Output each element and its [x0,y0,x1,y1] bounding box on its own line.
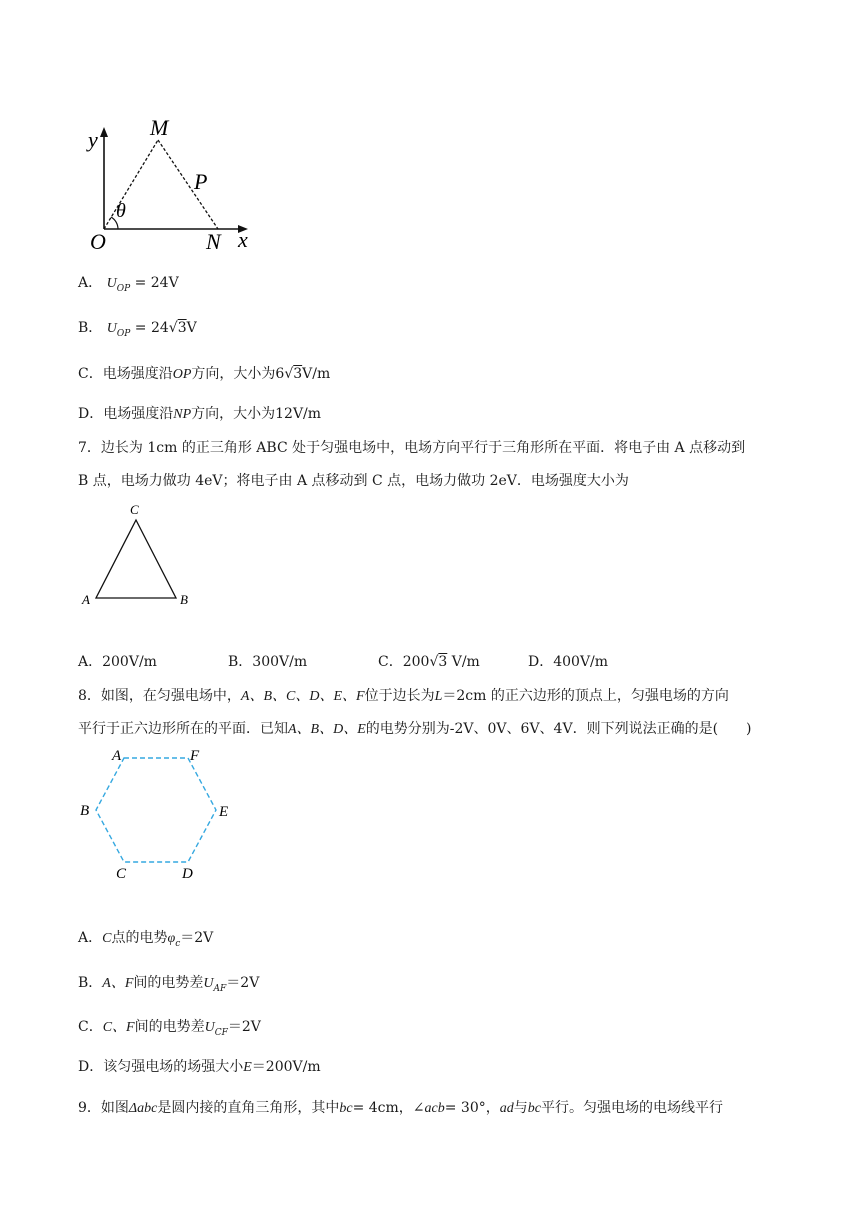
q7-options [78,652,638,672]
label-n: N [206,229,221,254]
q8-stem-line2: 平行于正六边形所在的平面．已知A、B、D、E的电势分别为-2V、0V、6V、4V．则下列说法正确的是( ) [78,721,752,737]
q8-option-b: B．A、F间的电势差$U_{AF}=2V$ [78,975,260,994]
label-x: x [238,227,248,252]
q7-option-a: A．200V/m [78,654,157,670]
label-m: M [150,115,169,140]
label-p: P [194,169,208,194]
label-e: E [219,804,229,820]
label-a: A [112,748,122,764]
q8-option-c: C．C、F间的电势差$U_{CF}=2V$ [78,1019,261,1038]
q6-option-c: C．电场强度沿OP方向，大小为6√3V/m [78,366,331,382]
q8-option-d: D．该匀强电场的场强大小E＝200V/m [78,1059,321,1075]
label-o: O [90,229,106,254]
label-b: B [180,592,188,607]
q7-option-d: D．400V/m [528,654,609,670]
q6-option-a: A． $U_{OP} = 24V$ [78,275,179,294]
q9-stem-line1: 9．如图Δabc是圆内接的直角三角形，其中bc= 4cm，∠acb= 30°，ad与bc平行。匀强电场的电场线平行 [78,1100,723,1116]
label-d: D [182,866,193,882]
q7-stem-line1: 7．边长为 1cm 的正三角形 ABC 处于匀强电场中，电场方向平行于三角形所在平面．将电子由 A 点移动到 [78,440,746,456]
label-theta: θ [116,200,126,222]
q8-stem-line1: 8．如图，在匀强电场中，A、B、C、D、E、F位于边长为L＝2cm 的正六边形的顶点上，匀强电场的方向 [78,688,729,704]
q7-option-b: B．300V/m [228,654,308,670]
q8-option-a: A．C点的电势$\varphi_c=2V$ [78,930,214,949]
figure-omn-triangle [80,115,260,255]
q6-option-d: D．电场强度沿NP方向，大小为12V/m [78,406,322,422]
label-c: C [116,866,127,882]
figure-hexagon [76,744,246,884]
q6-option-b: B． $U_{OP} = 24√3V$ [78,320,197,339]
q7-option-c: C．200√3 V/m [378,654,480,670]
figure-triangle-abc [80,500,200,610]
label-a: A [82,592,90,607]
label-f: F [190,748,200,764]
label-y: y [88,127,98,152]
q7-stem-line2: B 点，电场力做功 4eV；将电子由 A 点移动到 C 点，电场力做功 2eV．电场强度大小为 [78,473,629,489]
label-c: C [130,502,139,517]
label-b: B [80,803,90,819]
